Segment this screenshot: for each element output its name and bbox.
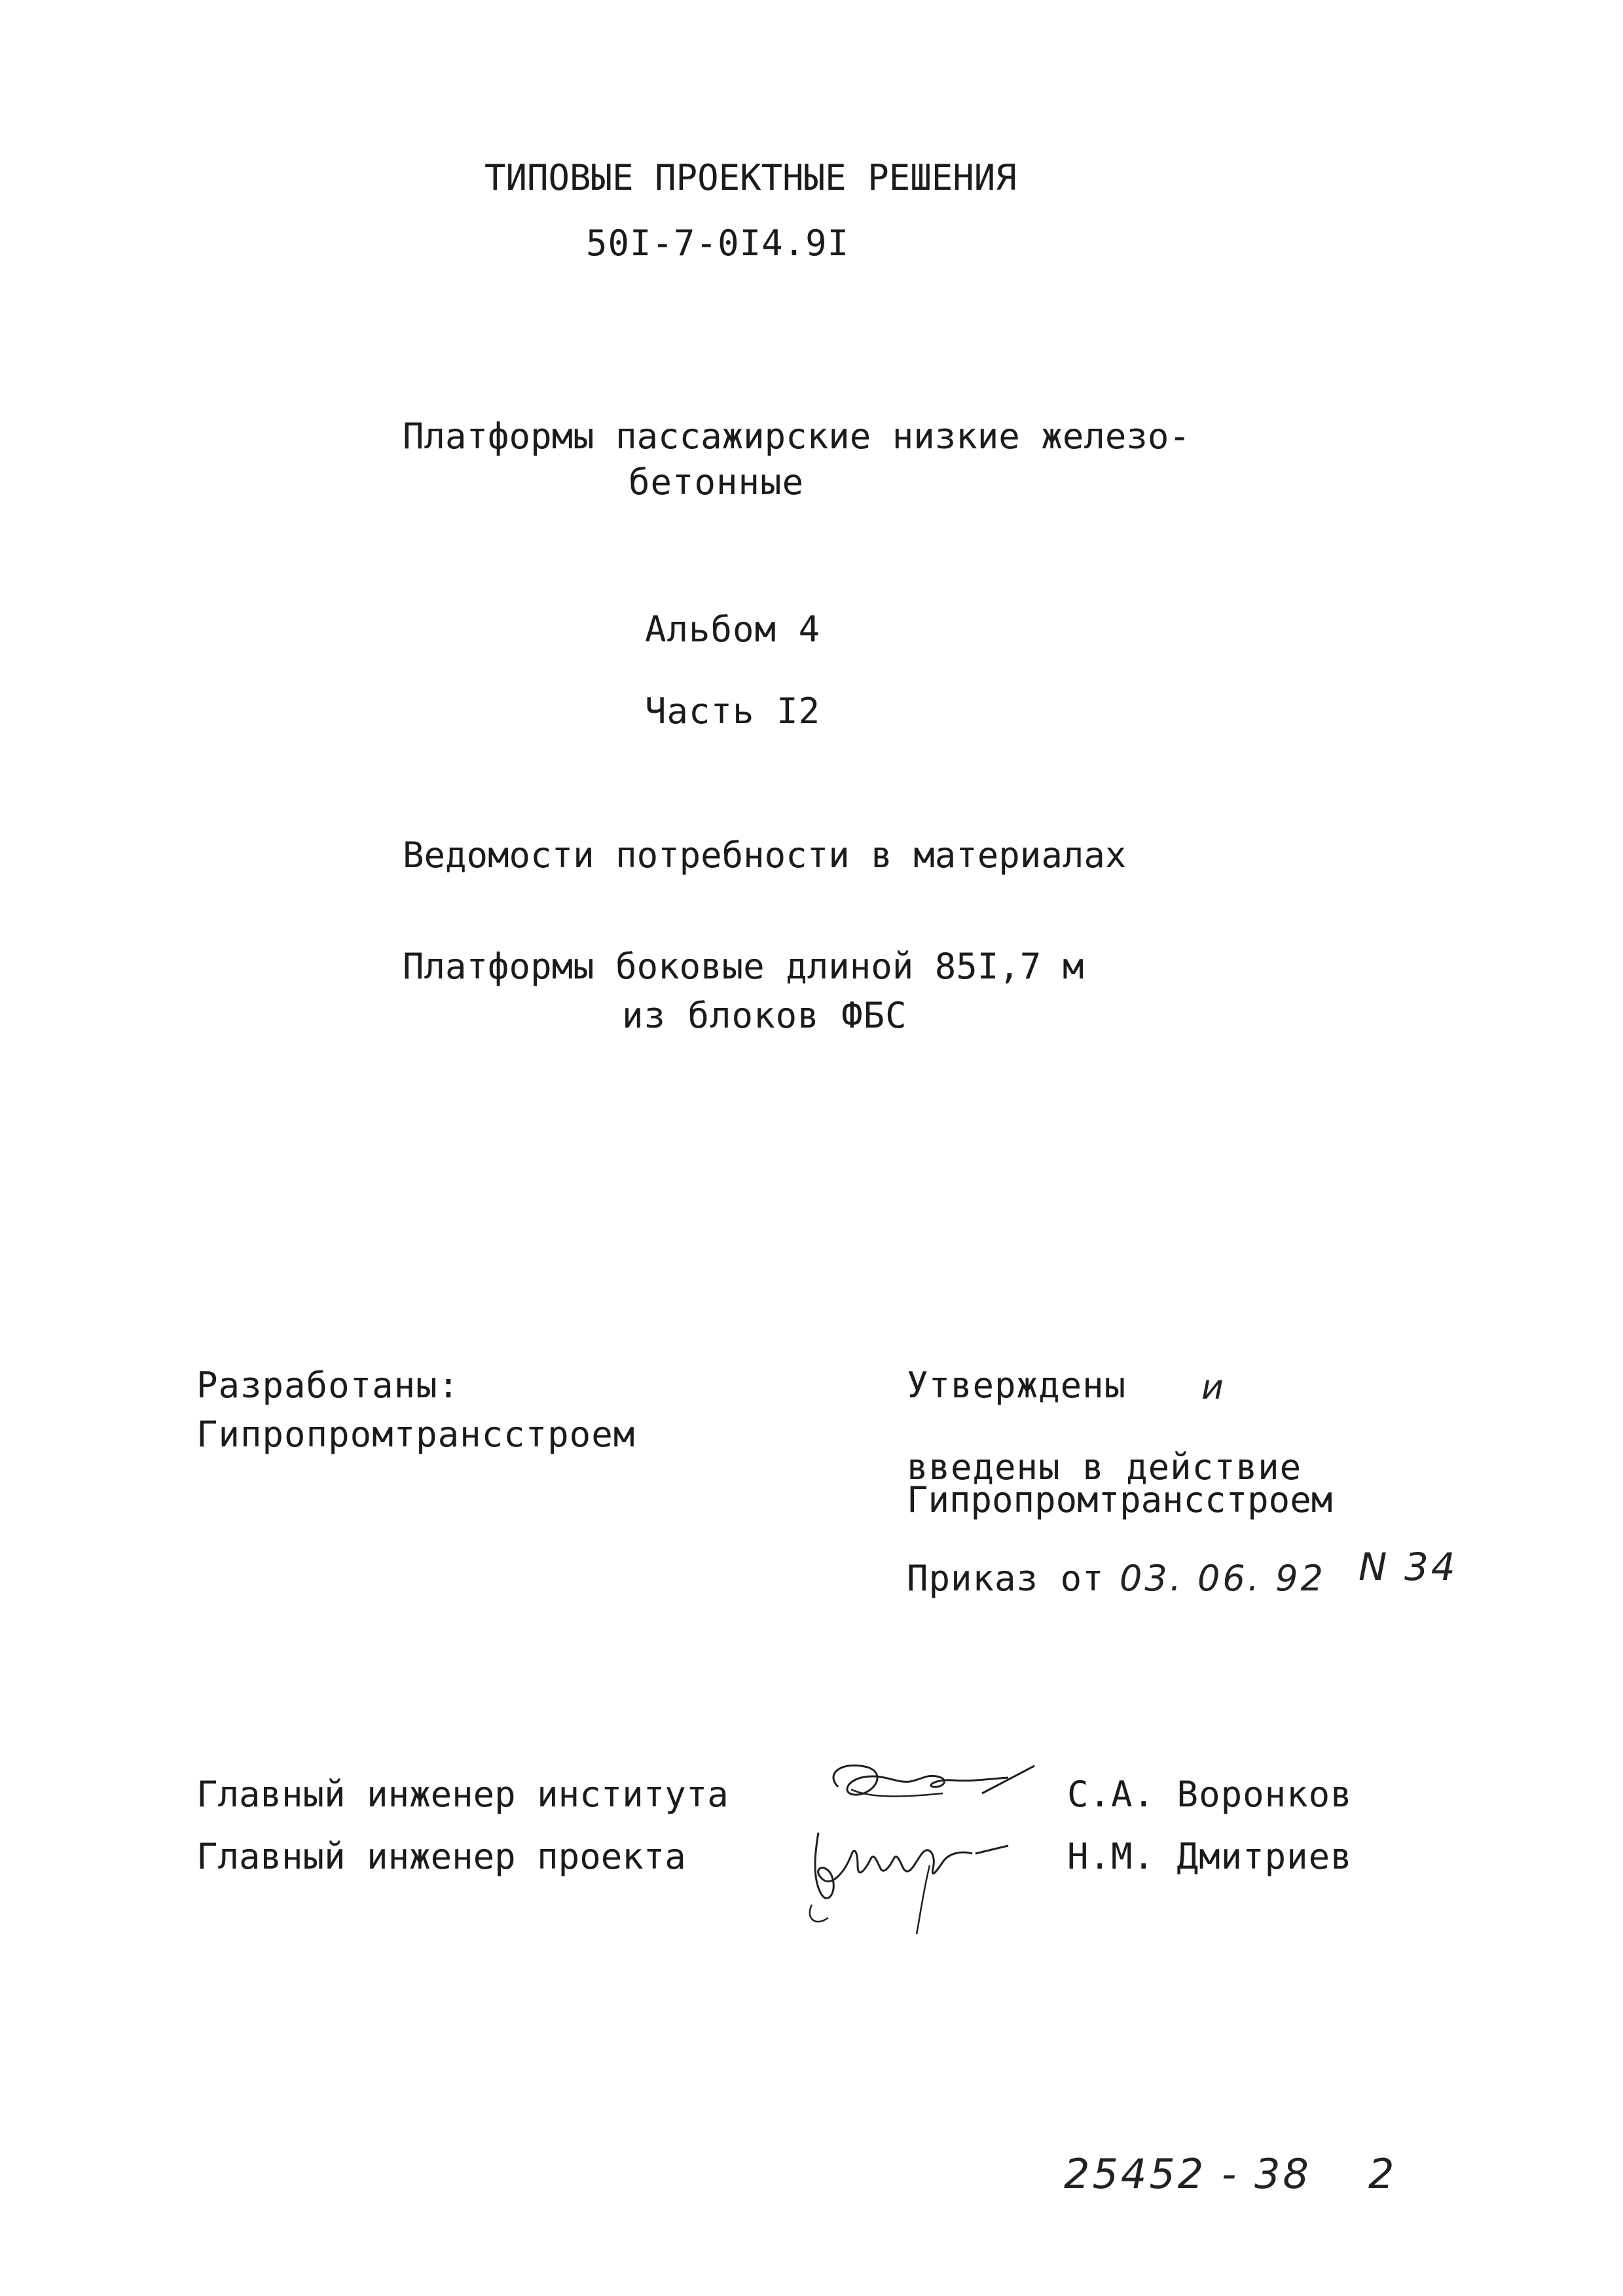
approved-handwritten-and: и <box>1201 1368 1226 1407</box>
order-label: Приказ от <box>907 1558 1104 1599</box>
inventory-number: 25452 - 38 <box>1064 2150 1311 2198</box>
document-subtitle: Ведомости потребности в материалах <box>403 834 1127 876</box>
signatory-role-2: Главный инженер проекта <box>196 1836 686 1877</box>
developed-label: Разработаны: <box>196 1365 460 1406</box>
title-line-1: Платформы пассажирские низкие железо- <box>403 416 1190 457</box>
approved-label: Утверждены <box>907 1365 1127 1406</box>
signatory-role-1: Главный инженер института <box>196 1774 729 1815</box>
approved-organization: Гипропромтрансстроем <box>907 1479 1333 1520</box>
description-line-2: из блоков ФБС <box>622 995 907 1036</box>
description-line-1: Платформы боковые длиной 85I,7 м <box>403 946 1084 987</box>
order-number: N 34 <box>1359 1545 1458 1589</box>
developed-organization: Гипропромтрансстроем <box>196 1414 636 1455</box>
document-code: 50I-7-0I4.9I <box>586 223 850 264</box>
part-number: Часть I2 <box>645 691 821 732</box>
approved-line-2: введены в действие <box>907 1446 1302 1488</box>
signature-dmitriev <box>792 1806 1067 1940</box>
page-number: 2 <box>1368 2150 1397 2198</box>
title-line-2: бетонные <box>629 461 805 503</box>
order-date: 03. 06. 92 <box>1120 1558 1326 1599</box>
album-number: Альбом 4 <box>645 609 821 650</box>
series-title: ТИПОВЫЕ ПРОЕКТНЫЕ РЕШЕНИЯ <box>484 157 1017 198</box>
signatory-name-1: С.А. Воронков <box>1067 1774 1353 1815</box>
signatory-name-2: Н.М. Дмитриев <box>1067 1836 1353 1877</box>
